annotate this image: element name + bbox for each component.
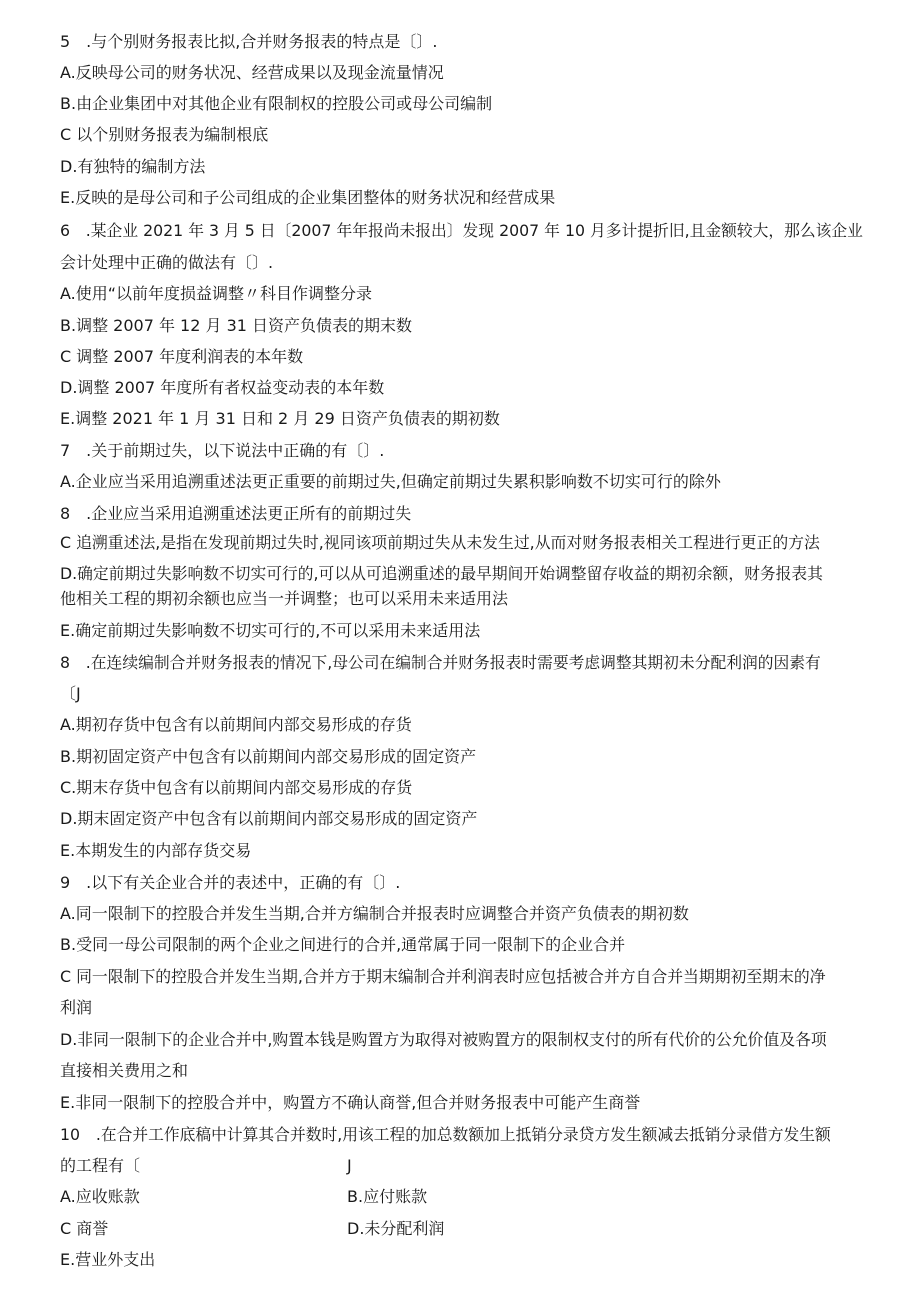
text-line: 〔J [60,684,81,703]
text-line: 直接相关费用之和 [60,1061,189,1080]
text-line: E.反映的是母公司和子公司组成的企业集团整体的财务状况和经营成果 [60,188,556,207]
text-line: 利润 [60,998,93,1017]
text-line: D.确定前期过失影响数不切实可行的,可以从可追溯重述的最早期间开始调整留存收益的期初余额，财务报表其 [60,564,823,583]
text-line: C 同一限制下的控股合并发生当期,合并方于期末编制合并利润表时应包括被合并方自合并当期期初至期末的净 [60,967,826,986]
text-line: A.企业应当采用追溯重述法更正重要的前期过失,但确定前期过失累积影响数不切实可行的除外 [60,472,721,491]
text-line: C 商誉 [60,1219,109,1238]
text-line: A.反映母公司的财务状况、经营成果以及现金流量情况 [60,63,444,82]
text-line: B.由企业集团中对其他企业有限制权的控股公司或母公司编制 [60,94,493,113]
text-line: 8 .企业应当采用追溯重述法更正所有的前期过失 [60,504,412,523]
text-line: D.调整 2007 年度所有者权益变动表的本年数 [60,378,385,397]
text-line: B.应付账款 [347,1187,428,1206]
text-line: 8 .在连续编制合并财务报表的情况下,母公司在编制合并财务报表时需要考虑调整其期初未分配利润的因素有 [60,653,821,672]
text-line: E.调整 2021 年 1 月 31 日和 2 月 29 日资产负债表的期初数 [60,409,500,428]
text-line: 的工程有〔 [60,1156,141,1175]
text-line: B.受同一母公司限制的两个企业之间进行的合并,通常属于同一限制下的企业合并 [60,935,626,954]
text-line: A.期初存货中包含有以前期间内部交易形成的存货 [60,715,412,734]
text-line: 6 .某企业 2021 年 3 月 5 日〔2007 年年报尚未报出〕发现 2007 年 10 月多计提折旧,且金额较大，那么该企业 [60,221,863,240]
text-line: C 以个别财务报表为编制根底 [60,125,269,144]
text-line: C 调整 2007 年度利润表的本年数 [60,347,304,366]
text-line: A.同一限制下的控股合并发生当期,合并方编制合并报表时应调整合并资产负债表的期初数 [60,904,689,923]
text-line: C 追溯重述法,是指在发现前期过失时,视同该项前期过失从未发生过,从而对财务报表相关工程进行更正的方法 [60,533,820,552]
text-line: D.非同一限制下的企业合并中,购置本钱是购置方为取得对被购置方的限制权支付的所有代价的公允价值及各项 [60,1030,827,1049]
text-line: D.期末固定资产中包含有以前期间内部交易形成的固定资产 [60,809,478,828]
text-line: 会计处理中正确的做法有〔〕. [60,253,274,272]
text-line: E.确定前期过失影响数不切实可行的,不可以采用未来适用法 [60,621,481,640]
text-line: E.本期发生的内部存货交易 [60,841,252,860]
text-line: 9 .以下有关企业合并的表述中，正确的有〔〕. [60,873,401,892]
text-line: D.未分配利润 [347,1219,445,1238]
text-line: 7 .关于前期过失，以下说法中正确的有〔〕. [60,441,385,460]
text-line: B.期初固定资产中包含有以前期间内部交易形成的固定资产 [60,747,477,766]
text-line: C.期末存货中包含有以前期间内部交易形成的存货 [60,778,413,797]
text-line: D.有独特的编制方法 [60,157,206,176]
text-line: A.使用“以前年度损益调整〃科目作调整分录 [60,284,373,303]
text-line: 5 .与个别财务报表比拟,合并财务报表的特点是〔〕. [60,32,438,51]
text-line: E.营业外支出 [60,1250,156,1269]
text-line: J [347,1156,352,1175]
text-line: E.非同一限制下的控股合并中，购置方不确认商誉,但合并财务报表中可能产生商誉 [60,1093,641,1112]
text-line: 10 .在合并工作底稿中计算其合并数时,用该工程的加总数额加上抵销分录贷方发生额减去抵销分录借方发生额 [60,1125,831,1144]
text-line: A.应收账款 [60,1187,140,1206]
text-line: 他相关工程的期初余额也应当一并调整；也可以采用未来适用法 [60,589,509,608]
text-line: B.调整 2007 年 12 月 31 日资产负债表的期末数 [60,316,413,335]
